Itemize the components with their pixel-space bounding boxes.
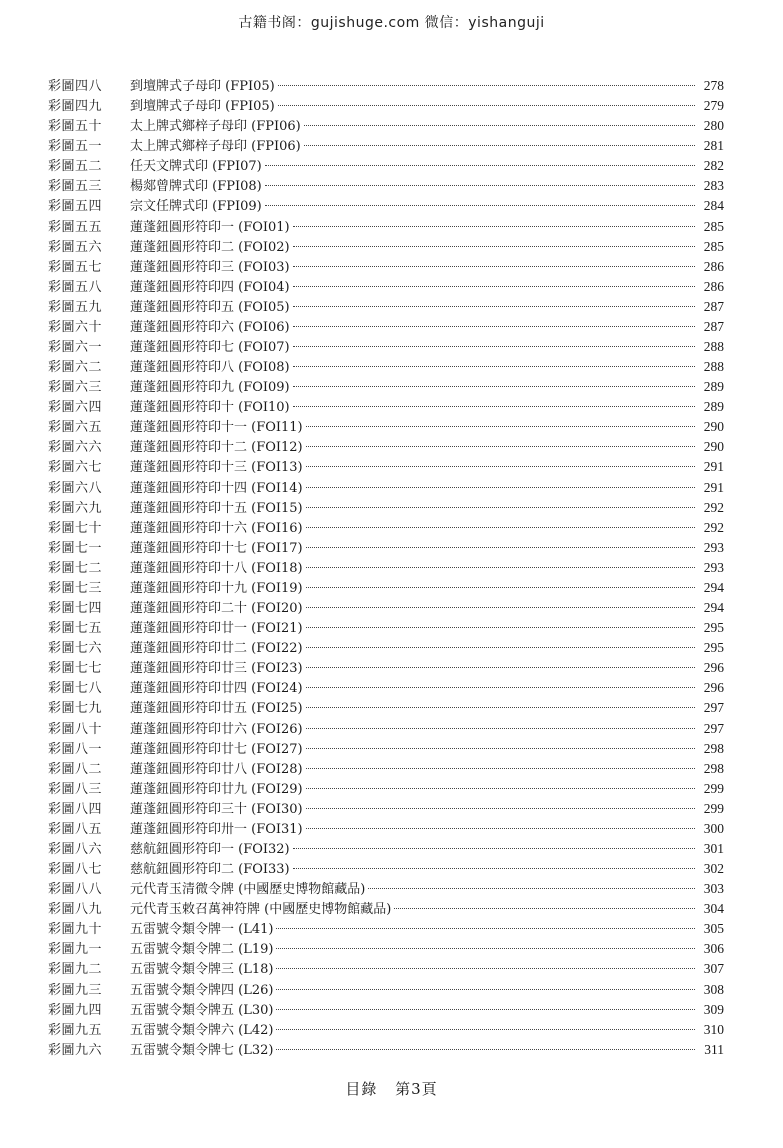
figure-label: 彩圖六八 <box>48 480 103 496</box>
dot-leader <box>306 567 695 568</box>
page-number: 302 <box>703 861 724 877</box>
watermark-header: 古籍书阁：gujishuge.com 微信：yishanguji <box>238 15 545 31</box>
figure-label: 彩圖八五 <box>48 821 103 837</box>
toc-entry <box>48 357 724 377</box>
page-number: 285 <box>703 218 724 234</box>
dot-leader <box>306 446 695 447</box>
dot-leader <box>306 667 695 668</box>
page-footer <box>0 1078 783 1099</box>
figure-title: 蓮蓬鈕圓形符印十一 (FOI11) <box>130 420 303 436</box>
dot-leader <box>276 1009 695 1010</box>
dot-leader <box>368 888 695 889</box>
toc-entry <box>48 437 724 457</box>
dot-leader <box>306 547 695 548</box>
page-number: 283 <box>703 178 724 194</box>
toc-entry <box>48 217 724 237</box>
dot-leader <box>293 246 695 247</box>
dot-leader <box>276 989 695 990</box>
page-number: 295 <box>703 640 724 656</box>
figure-label: 彩圖六五 <box>48 420 103 436</box>
page-number: 298 <box>703 740 724 756</box>
figure-label: 彩圖九一 <box>48 942 103 958</box>
page-number: 289 <box>703 379 724 395</box>
dot-leader <box>304 145 695 146</box>
toc-entry <box>48 136 724 156</box>
toc-entry <box>48 598 724 618</box>
figure-label: 彩圖七五 <box>48 621 103 637</box>
figure-label: 彩圖八八 <box>48 882 103 898</box>
dot-leader <box>394 908 695 909</box>
figure-label: 彩圖九三 <box>48 982 103 998</box>
figure-label: 彩圖六九 <box>48 500 103 516</box>
page-number: 287 <box>703 318 724 334</box>
toc-entry <box>48 739 724 759</box>
figure-title: 蓮蓬鈕圓形符印九 (FOI09) <box>130 380 290 396</box>
figure-title: 蓮蓬鈕圓形符印十四 (FOI14) <box>130 480 303 496</box>
page-number: 311 <box>704 1041 724 1057</box>
page-number: 298 <box>703 760 724 776</box>
toc-entry <box>48 839 724 859</box>
figure-title: 蓮蓬鈕圓形符印十八 (FOI18) <box>130 560 303 576</box>
toc-entry <box>48 658 724 678</box>
toc-entry <box>48 538 724 558</box>
page-number: 288 <box>703 339 724 355</box>
figure-label: 彩圖六一 <box>48 340 103 356</box>
dot-leader <box>293 326 695 327</box>
dot-leader <box>293 406 695 407</box>
figure-title: 蓮蓬鈕圓形符印十五 (FOI15) <box>130 500 303 516</box>
figure-title: 蓮蓬鈕圓形符印廿九 (FOI29) <box>130 781 303 797</box>
figure-label: 彩圖四九 <box>48 99 103 115</box>
figure-label: 彩圖五一 <box>48 139 103 155</box>
figure-label: 彩圖七二 <box>48 560 103 576</box>
figure-title: 元代青玉清微令牌 (中國歷史博物館藏品) <box>130 882 366 898</box>
dot-leader <box>306 426 695 427</box>
figure-label: 彩圖五七 <box>48 259 103 275</box>
figure-label: 彩圖八二 <box>48 761 103 777</box>
toc-entry <box>48 237 724 257</box>
figure-label: 彩圖六二 <box>48 360 103 376</box>
page-number: 293 <box>703 539 724 555</box>
figure-label: 彩圖六六 <box>48 440 103 456</box>
toc-entry <box>48 959 724 979</box>
figure-title: 五雷號令類令牌三 (L18) <box>130 962 274 978</box>
figure-title: 五雷號令類令牌五 (L30) <box>130 1002 274 1018</box>
page-number: 305 <box>703 921 724 937</box>
page-number: 303 <box>703 881 724 897</box>
toc-entry <box>48 337 724 357</box>
toc-entry <box>48 558 724 578</box>
page-number: 292 <box>703 499 724 515</box>
figure-title: 蓮蓬鈕圓形符印十六 (FOI16) <box>130 520 303 536</box>
toc-entry <box>48 919 724 939</box>
page-number: 292 <box>703 519 724 535</box>
figure-title: 蓮蓬鈕圓形符印三 (FOI03) <box>130 259 290 275</box>
page-number: 290 <box>703 439 724 455</box>
figure-title: 蓮蓬鈕圓形符印十 (FOI10) <box>130 400 290 416</box>
footer-section: 目錄 <box>345 1080 378 1098</box>
figure-title: 蓮蓬鈕圓形符印三十 (FOI30) <box>130 801 303 817</box>
page-number: 293 <box>703 559 724 575</box>
figure-label: 彩圖七七 <box>48 661 103 677</box>
figure-label: 彩圖五十 <box>48 119 103 135</box>
page-number: 296 <box>703 660 724 676</box>
toc-entry <box>48 277 724 297</box>
figure-label: 彩圖八一 <box>48 741 103 757</box>
figure-title: 蓮蓬鈕圓形符印廿一 (FOI21) <box>130 621 303 637</box>
dot-leader <box>278 85 695 86</box>
page-number: 278 <box>703 78 724 93</box>
figure-title: 蓮蓬鈕圓形符印八 (FOI08) <box>130 360 290 376</box>
page-number: 299 <box>703 800 724 816</box>
figure-title: 到壇牌式子母印 (FPI05) <box>130 99 275 115</box>
page-number: 296 <box>703 680 724 696</box>
figure-title: 蓮蓬鈕圓形符印七 (FOI07) <box>130 340 290 356</box>
figure-label: 彩圖五八 <box>48 279 103 295</box>
figure-label: 彩圖八九 <box>48 902 103 918</box>
dot-leader <box>276 968 695 969</box>
toc-entry <box>48 719 724 739</box>
figure-label: 彩圖五五 <box>48 219 103 235</box>
figure-title: 蓮蓬鈕圓形符印卅一 (FOI31) <box>130 821 303 837</box>
dot-leader <box>276 948 695 949</box>
figure-title: 太上牌式鄉梓子母印 (FPI06) <box>130 119 301 135</box>
dot-leader <box>293 868 695 869</box>
figure-label: 彩圖八三 <box>48 781 103 797</box>
toc-entry <box>48 498 724 518</box>
page-number: 287 <box>703 298 724 314</box>
page-number: 297 <box>703 720 724 736</box>
figure-label: 彩圖六四 <box>48 400 103 416</box>
page-number: 301 <box>703 840 724 856</box>
dot-leader <box>293 386 695 387</box>
figure-title: 楊郯曾牌式印 (FPI08) <box>130 179 262 195</box>
figure-label: 彩圖五二 <box>48 159 103 175</box>
figure-title: 蓮蓬鈕圓形符印十七 (FOI17) <box>130 540 303 556</box>
toc-entry <box>48 879 724 899</box>
dot-leader <box>276 1029 695 1030</box>
figure-title: 太上牌式鄉梓子母印 (FPI06) <box>130 139 301 155</box>
toc-entry <box>48 76 724 96</box>
toc-entry <box>48 1000 724 1020</box>
figure-label: 彩圖七一 <box>48 540 103 556</box>
page-number: 280 <box>703 118 724 134</box>
figure-title: 五雷號令類令牌二 (L19) <box>130 942 274 958</box>
figure-title: 元代青玉敕召萬神符牌 (中國歷史博物館藏品) <box>130 902 392 918</box>
dot-leader <box>306 728 695 729</box>
figure-label: 彩圖九五 <box>48 1022 103 1038</box>
figure-title: 蓮蓬鈕圓形符印二 (FOI02) <box>130 239 290 255</box>
dot-leader <box>265 165 695 166</box>
toc-entry <box>48 799 724 819</box>
figure-title: 蓮蓬鈕圓形符印廿二 (FOI22) <box>130 641 303 657</box>
dot-leader <box>306 828 695 829</box>
footer-page-number: 第3頁 <box>395 1080 438 1098</box>
figure-title: 慈航鈕圓形符印一 (FOI32) <box>130 841 290 857</box>
figure-title: 蓮蓬鈕圓形符印五 (FOI05) <box>130 299 290 315</box>
figure-label: 彩圖九六 <box>48 1042 103 1058</box>
figure-title: 蓮蓬鈕圓形符印一 (FOI01) <box>130 219 290 235</box>
dot-leader <box>306 808 695 809</box>
dot-leader <box>265 185 695 186</box>
toc-entry <box>48 638 724 658</box>
page-number: 306 <box>703 941 724 957</box>
toc-entry <box>48 377 724 397</box>
table-of-contents <box>48 76 724 1060</box>
page-number: 281 <box>703 138 724 154</box>
dot-leader <box>293 848 695 849</box>
figure-label: 彩圖五四 <box>48 199 103 215</box>
figure-title: 慈航鈕圓形符印二 (FOI33) <box>130 862 290 878</box>
page-number: 291 <box>703 479 724 495</box>
toc-entry <box>48 1040 724 1060</box>
figure-label: 彩圖八七 <box>48 862 103 878</box>
dot-leader <box>276 928 695 929</box>
dot-leader <box>306 466 695 467</box>
page-number: 299 <box>703 780 724 796</box>
page-number: 297 <box>703 700 724 716</box>
dot-leader <box>306 587 695 588</box>
page-number: 285 <box>703 238 724 254</box>
toc-entry <box>48 417 724 437</box>
toc-entry <box>48 478 724 498</box>
figure-title: 五雷號令類令牌一 (L41) <box>130 922 274 938</box>
dot-leader <box>293 366 695 367</box>
figure-title: 五雷號令類令牌六 (L42) <box>130 1022 274 1038</box>
dot-leader <box>293 266 695 267</box>
figure-label: 彩圖七四 <box>48 601 103 617</box>
page-number: 279 <box>703 98 724 114</box>
figure-title: 蓮蓬鈕圓形符印廿六 (FOI26) <box>130 721 303 737</box>
figure-label: 彩圖七六 <box>48 641 103 657</box>
toc-entry <box>48 859 724 879</box>
dot-leader <box>306 707 695 708</box>
figure-title: 蓮蓬鈕圓形符印十二 (FOI12) <box>130 440 303 456</box>
figure-title: 蓮蓬鈕圓形符印二十 (FOI20) <box>130 601 303 617</box>
toc-entry <box>48 939 724 959</box>
figure-label: 彩圖九二 <box>48 962 103 978</box>
figure-label: 彩圖九十 <box>48 922 103 938</box>
toc-entry <box>48 578 724 598</box>
page-number: 294 <box>703 600 724 616</box>
toc-entry <box>48 698 724 718</box>
dot-leader <box>306 768 695 769</box>
figure-title: 蓮蓬鈕圓形符印十九 (FOI19) <box>130 580 303 596</box>
toc-entry <box>48 779 724 799</box>
toc-entry <box>48 980 724 1000</box>
dot-leader <box>306 788 695 789</box>
page-number: 286 <box>703 258 724 274</box>
dot-leader <box>306 687 695 688</box>
dot-leader <box>304 125 695 126</box>
toc-entry <box>48 196 724 216</box>
figure-label: 彩圖八十 <box>48 721 103 737</box>
page-number: 304 <box>703 901 724 917</box>
figure-label: 彩圖六十 <box>48 319 103 335</box>
figure-title: 五雷號令類令牌七 (L32) <box>130 1042 274 1058</box>
toc-entry <box>48 176 724 196</box>
figure-title: 蓮蓬鈕圓形符印廿五 (FOI25) <box>130 701 303 717</box>
dot-leader <box>306 487 695 488</box>
page-number: 290 <box>703 419 724 435</box>
page-number: 291 <box>703 459 724 475</box>
figure-label: 彩圖七八 <box>48 681 103 697</box>
figure-label: 彩圖五六 <box>48 239 103 255</box>
figure-title: 到壇牌式子母印 (FPI05) <box>130 79 275 94</box>
toc-entry <box>48 96 724 116</box>
dot-leader <box>306 647 695 648</box>
page-number: 300 <box>703 820 724 836</box>
figure-label: 彩圖八六 <box>48 841 103 857</box>
toc-entry <box>48 257 724 277</box>
figure-title: 蓮蓬鈕圓形符印四 (FOI04) <box>130 279 290 295</box>
figure-label: 彩圖五九 <box>48 299 103 315</box>
toc-entry <box>48 116 724 136</box>
dot-leader <box>293 306 695 307</box>
figure-title: 蓮蓬鈕圓形符印廿七 (FOI27) <box>130 741 303 757</box>
dot-leader <box>306 748 695 749</box>
figure-label: 彩圖七十 <box>48 520 103 536</box>
dot-leader <box>306 607 695 608</box>
toc-entry <box>48 678 724 698</box>
toc-entry <box>48 518 724 538</box>
figure-title: 蓮蓬鈕圓形符印廿八 (FOI28) <box>130 761 303 777</box>
figure-label: 彩圖七九 <box>48 701 103 717</box>
toc-entry <box>48 819 724 839</box>
dot-leader <box>306 527 695 528</box>
figure-label: 彩圖七三 <box>48 580 103 596</box>
figure-label: 彩圖五三 <box>48 179 103 195</box>
figure-title: 蓮蓬鈕圓形符印十三 (FOI13) <box>130 460 303 476</box>
page-number: 307 <box>703 961 724 977</box>
dot-leader <box>293 286 695 287</box>
dot-leader <box>293 346 695 347</box>
figure-title: 宗文任牌式印 (FPI09) <box>130 199 262 215</box>
page-number: 284 <box>703 198 724 214</box>
toc-entry <box>48 899 724 919</box>
page-number: 289 <box>703 399 724 415</box>
page-number: 288 <box>703 359 724 375</box>
page-number: 286 <box>703 278 724 294</box>
dot-leader <box>293 226 695 227</box>
page-number: 309 <box>703 1001 724 1017</box>
dot-leader <box>306 627 695 628</box>
toc-entry <box>48 397 724 417</box>
dot-leader <box>278 105 695 106</box>
figure-label: 彩圖六七 <box>48 460 103 476</box>
figure-title: 五雷號令類令牌四 (L26) <box>130 982 274 998</box>
toc-entry <box>48 618 724 638</box>
figure-label: 彩圖六三 <box>48 380 103 396</box>
toc-entry <box>48 759 724 779</box>
dot-leader <box>306 507 695 508</box>
figure-title: 蓮蓬鈕圓形符印六 (FOI06) <box>130 319 290 335</box>
page-number: 282 <box>703 158 724 174</box>
dot-leader <box>276 1049 695 1050</box>
toc-entry <box>48 156 724 176</box>
page-number: 295 <box>703 620 724 636</box>
toc-entry <box>48 1020 724 1040</box>
toc-entry <box>48 317 724 337</box>
page-number: 308 <box>703 981 724 997</box>
figure-label: 彩圖八四 <box>48 801 103 817</box>
toc-entry <box>48 297 724 317</box>
figure-title: 蓮蓬鈕圓形符印廿四 (FOI24) <box>130 681 303 697</box>
figure-label: 彩圖四八 <box>48 79 103 94</box>
page-number: 294 <box>703 579 724 595</box>
figure-label: 彩圖九四 <box>48 1002 103 1018</box>
dot-leader <box>265 205 695 206</box>
toc-entry <box>48 457 724 477</box>
page-number: 310 <box>703 1021 724 1037</box>
figure-title: 任天文牌式印 (FPI07) <box>130 159 262 175</box>
figure-title: 蓮蓬鈕圓形符印廿三 (FOI23) <box>130 661 303 677</box>
